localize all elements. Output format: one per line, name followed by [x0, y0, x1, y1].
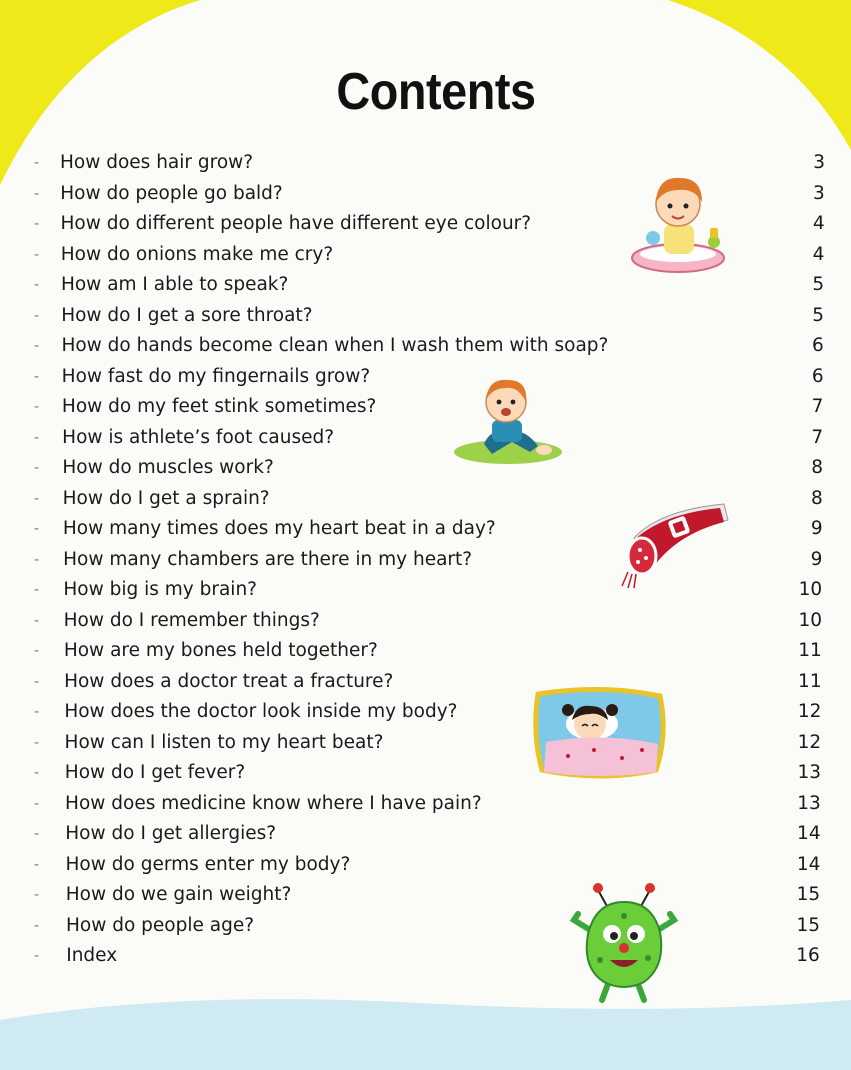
toc-entry-title: How does the doctor look inside my body? — [64, 701, 458, 722]
toc-entry-title: How do muscles work? — [62, 457, 274, 478]
toc-page-number: 16 — [796, 945, 820, 966]
toc-bullet: - — [34, 582, 40, 598]
toc-page-number: 13 — [797, 792, 821, 814]
child-washing-hands-icon — [628, 166, 728, 281]
toc-entry[interactable] — [0, 697, 851, 727]
toc-bullet: - — [34, 643, 40, 659]
toc-entry-title: How does a doctor treat a fracture? — [64, 670, 394, 692]
toc-page-number: 7 — [811, 396, 824, 417]
toc-bullet: - — [34, 612, 40, 629]
toc-page-number: 11 — [798, 670, 822, 692]
toc-entry[interactable] — [0, 331, 851, 361]
toc-entry[interactable] — [0, 758, 851, 788]
toc-page-number: 4 — [812, 213, 825, 234]
toc-page-number: 15 — [796, 914, 820, 936]
toc-entry-title: How do I get fever? — [64, 762, 246, 783]
toc-bullet: - — [34, 246, 40, 263]
toc-bullet: - — [34, 795, 40, 812]
toc-page-number: 14 — [796, 853, 821, 875]
toc-page-number: 13 — [797, 762, 821, 783]
toc-entry[interactable] — [0, 423, 851, 453]
toc-entry[interactable] — [0, 392, 851, 422]
toc-bullet: - — [34, 917, 40, 934]
toc-bullet: - — [34, 490, 40, 507]
toc-entry[interactable] — [0, 453, 851, 483]
toc-entry-title: How do onions make me cry? — [60, 243, 334, 265]
child-sitting-on-grass-icon — [452, 374, 564, 466]
toc-entry-title: How do I get a sore throat? — [61, 304, 313, 326]
toc-entry-title: How do I remember things? — [63, 609, 320, 631]
toc-page-number: 4 — [812, 243, 825, 265]
toc-page-number: 6 — [812, 335, 824, 356]
toc-page-number: 9 — [810, 548, 823, 570]
toc-bullet: - — [34, 551, 40, 568]
green-germ-monster-icon — [568, 880, 680, 1004]
toc-bullet: - — [34, 826, 40, 842]
toc-entry[interactable] — [0, 636, 851, 666]
toc-page-number: 12 — [797, 701, 822, 722]
toc-bullet: - — [34, 338, 40, 354]
toc-bullet: - — [34, 948, 40, 964]
toc-bullet: - — [34, 460, 40, 476]
toc-entry-title: How do I get a sprain? — [62, 487, 270, 509]
toc-entry-title: How am I able to speak? — [60, 274, 289, 295]
toc-entry-title: How do we gain weight? — [65, 884, 292, 905]
toc-entry-title: How do different people have different eye colour? — [60, 213, 532, 234]
toc-entry[interactable] — [0, 606, 851, 636]
toc-page-number: 12 — [797, 731, 822, 753]
toc-page-number: 14 — [797, 823, 821, 844]
toc-bullet: - — [34, 673, 40, 690]
toc-bullet: - — [34, 216, 40, 232]
toc-entry-title: How big is my brain? — [63, 579, 257, 600]
toc-bullet: - — [34, 765, 40, 781]
toc-bullet: - — [34, 277, 40, 293]
toc-entry-title: How is athlete’s foot caused? — [62, 426, 335, 448]
toc-entry[interactable] — [0, 880, 851, 910]
toc-page-number: 3 — [813, 152, 825, 173]
toc-entry-title: How do people age? — [66, 914, 255, 936]
toc-page-number: 9 — [810, 518, 823, 539]
toc-bullet: - — [34, 521, 40, 537]
toc-bullet: - — [34, 185, 40, 202]
toc-entry-title: How are my bones held together? — [63, 640, 378, 661]
toc-entry-title: How does hair grow? — [60, 152, 254, 173]
toc-entry[interactable] — [0, 911, 851, 941]
toc-page-number: 10 — [798, 609, 822, 631]
toc-page-number: 10 — [798, 579, 823, 600]
toc-entry[interactable] — [0, 728, 851, 758]
toc-entry[interactable] — [0, 667, 851, 697]
toc-page-number: 8 — [811, 457, 823, 478]
toc-entry-title: How many times does my heart beat in a day? — [62, 518, 496, 539]
toc-bullet: - — [34, 307, 40, 324]
toc-bullet: - — [34, 887, 40, 903]
toc-entry-title: How do people go bald? — [60, 182, 283, 204]
toc-page-number: 11 — [798, 640, 822, 661]
toc-entry-title: How can I listen to my heart beat? — [64, 731, 384, 753]
toc-bullet: - — [34, 399, 40, 415]
toc-page-number: 6 — [811, 365, 824, 387]
toc-page-number: 5 — [812, 304, 824, 326]
toc-bullet: - — [34, 734, 40, 751]
toc-entry[interactable] — [0, 941, 851, 971]
toc-entry[interactable] — [0, 362, 851, 392]
toc-bullet: - — [34, 856, 40, 873]
toc-entry[interactable] — [0, 819, 851, 849]
toc-entry-title: How fast do my fingernails grow? — [61, 365, 371, 387]
toc-page-number: 5 — [812, 274, 825, 295]
toc-page-number: 7 — [811, 426, 824, 448]
toc-entry-title: How many chambers are there in my heart? — [63, 548, 473, 570]
toc-bullet: - — [34, 368, 40, 385]
toc-entry[interactable] — [0, 850, 851, 880]
toc-entry[interactable] — [0, 789, 851, 819]
toc-page-number: 15 — [796, 884, 821, 905]
toc-entry-title: How do hands become clean when I wash them with soap? — [61, 335, 609, 356]
toc-entry-title: How does medicine know where I have pain? — [65, 792, 482, 814]
toc-bullet: - — [34, 429, 40, 446]
toc-page-number: 3 — [813, 182, 825, 204]
toc-entry-title: Index — [66, 945, 118, 966]
toc-entry-title: How do I get allergies? — [65, 823, 277, 844]
muscle-fibers-icon — [620, 498, 732, 590]
toc-entry[interactable] — [0, 301, 851, 331]
toc-bullet: - — [34, 704, 40, 720]
girl-in-bed-icon — [532, 684, 670, 784]
toc-entry-title: How do germs enter my body? — [65, 853, 351, 875]
toc-entry-title: How do my feet stink sometimes? — [61, 396, 377, 417]
toc-bullet: - — [34, 155, 40, 171]
toc-page-number: 8 — [811, 487, 823, 509]
page-title: Contents — [336, 63, 536, 121]
